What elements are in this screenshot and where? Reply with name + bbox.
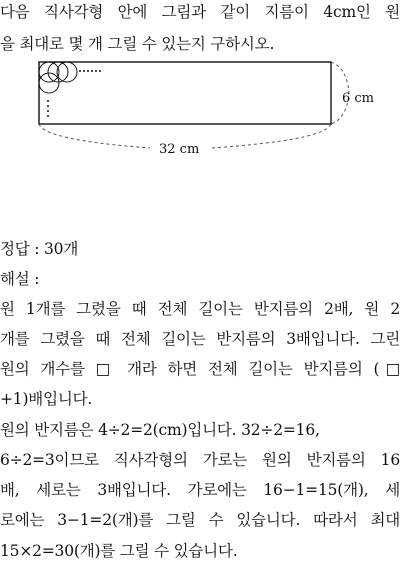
explanation-line-6: 6÷2=3이므로 직사각형의 가로는 원의 반지름의 16 — [0, 451, 400, 469]
circle-top-3 — [57, 62, 77, 82]
problem-line-2: 을 최대로 몇 개 그릴 수 있는지 구하시오. — [0, 35, 275, 53]
circle-top-2 — [48, 62, 68, 82]
width-brace-right — [212, 124, 331, 148]
horizontal-continuation-dots — [79, 70, 101, 72]
explanation-line-8: 로에는 3−1=2(개)를 그릴 수 있습니다. 따라서 최대 — [0, 511, 400, 529]
rectangle — [39, 62, 331, 124]
circle-top-1 — [39, 62, 59, 82]
height-brace — [331, 62, 349, 124]
width-label: 32 cm — [159, 142, 200, 157]
width-brace-left — [39, 124, 150, 148]
explanation-line-7: 배, 세로는 3배입니다. 가로에는 16−1=15(개), 세 — [0, 481, 400, 499]
explanation-line-5: 원의 반지름은 4÷2=2(cm)입니다. 32÷2=16, — [0, 421, 320, 439]
problem-line-1: 다음 직사각형 안에 그림과 같이 지름이 4cm인 원 — [0, 3, 400, 21]
answer-line: 정답 : 30개 — [0, 240, 79, 258]
explanation-line-4: +1)배입니다. — [0, 390, 93, 408]
explanation-line-2: 개를 그렸을 때 전체 길이는 반지름의 3배입니다. 그린 — [0, 330, 400, 348]
rectangle-circles-figure — [0, 0, 400, 170]
explanation-line-3: 원의 개수를 □ 개라 하면 전체 길이는 반지름의 (□ — [0, 360, 400, 378]
circle-left-2 — [39, 73, 59, 93]
explanation-line-9: 15×2=30(개)를 그릴 수 있습니다. — [0, 542, 238, 560]
height-label: 6 cm — [342, 91, 375, 106]
explanation-heading: 해설 : — [0, 270, 40, 288]
explanation-line-1: 원 1개를 그렸을 때 전체 길이는 반지름의 2배, 원 2 — [0, 300, 400, 318]
vertical-continuation-dots — [47, 100, 49, 117]
